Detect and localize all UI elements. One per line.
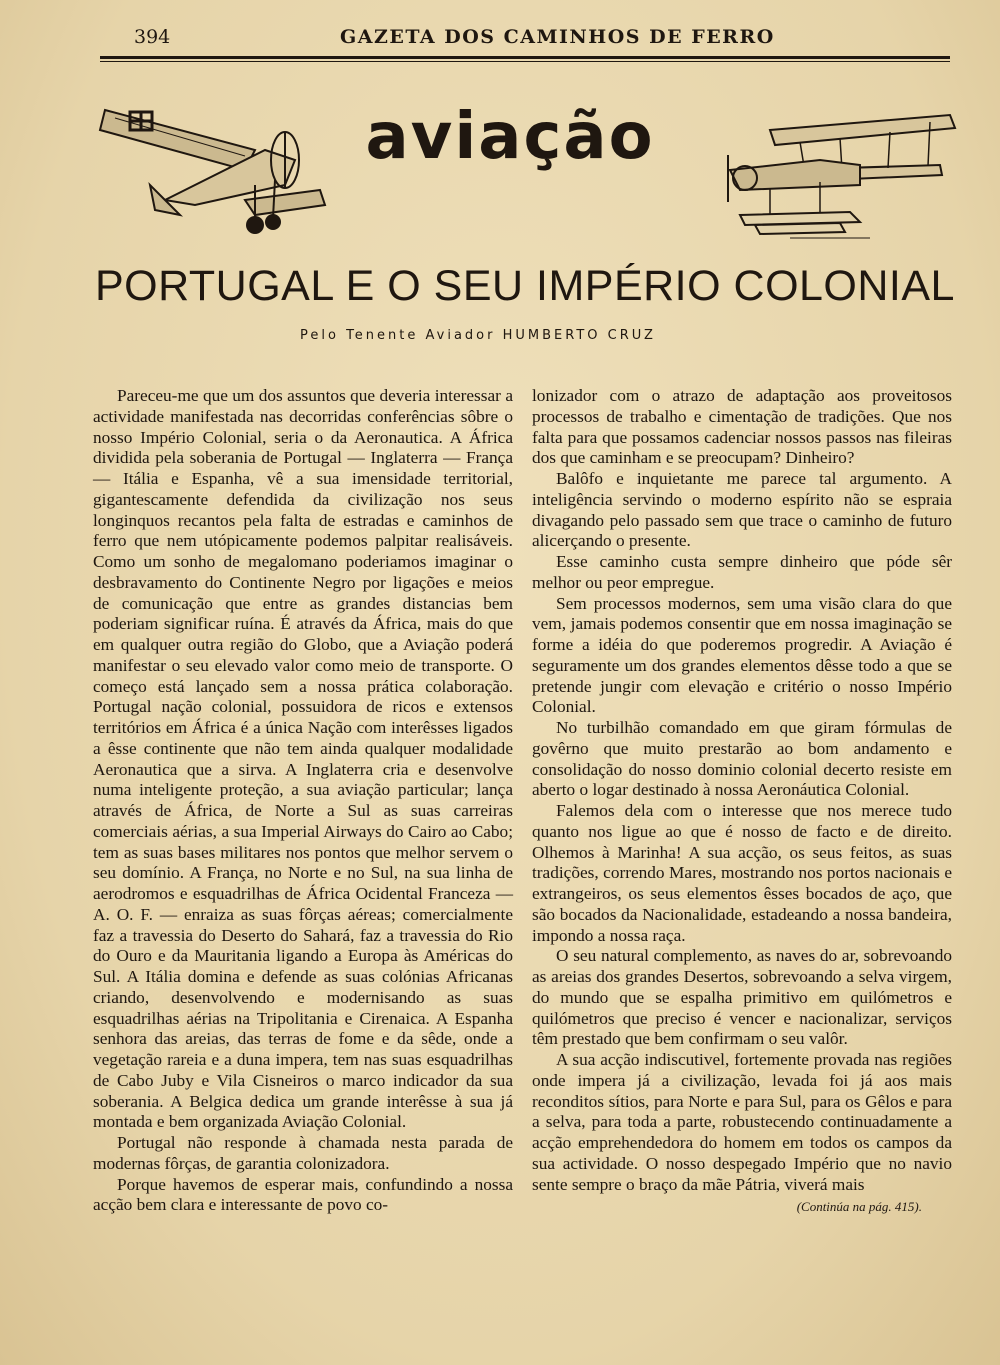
- paragraph: A sua acção indiscutivel, fortemente provada nas regiões onde impera já a civilização, levada foi já aos mais reconditos sítios, para Norte e para Sul, para os Gêlos e para a selva, para toda a parte, robustecendo continuadamente a acção emprehendedora do homem em todos os campos da sua actividade. O nosso despegado Império que no navio sente sempre o braço da mãe Pátria, viverá mais: [532, 1050, 952, 1194]
- page-header: [100, 22, 950, 62]
- continued-note: (Continúa na pág. 415).: [796, 1199, 922, 1215]
- section-banner: [95, 90, 955, 250]
- seaplane-biplane-illustration: [710, 110, 960, 245]
- left-column: [93, 386, 513, 1216]
- paragraph: Porque havemos de esperar mais, confundindo a nossa acção bem clara e interessante de povo co-: [93, 1174, 513, 1215]
- article-title: PORTUGAL E O SEU IMPÉRIO COLONIAL: [95, 262, 955, 310]
- page-number: 394: [134, 26, 171, 48]
- paragraph: Portugal não responde à chamada nesta parada de modernas fôrças, de garantia colonizadora.: [93, 1133, 513, 1173]
- paragraph: Balôfo e inquietante me parece tal argumento. A inteligência servindo o moderno espírito não se espraia divagando pelo passado sem que trace o caminho de futuro alicerçando o presente.: [532, 469, 952, 551]
- header-rule-thin: [100, 61, 950, 62]
- section-title: aviação: [365, 100, 655, 174]
- paragraph: Falemos dela com o interesse que nos merece tudo quanto nos ligue ao que é nosso de facto e de direito. Olhemos à Marinha! A sua acção, os seus feitos, as suas tradições, correndo Mares, mostrando nos portos nacionais e extrangeiros, os seus elementos êsses bocados de aço, que são bocados da Nacionalidade, estadeando a nossa bandeira, impondo a nossa raça.: [532, 801, 952, 945]
- article-byline: Pelo Tenente Aviador HUMBERTO CRUZ: [300, 328, 656, 343]
- paragraph: No turbilhão comandado em que giram fórmulas de govêrno que muito prestarão ao bom andamento e consolidação do nosso dominio colonial decerto resiste em aberto o logar destinado à nossa Aeronáutica Colonial.: [532, 718, 952, 800]
- paragraph: Sem processos modernos, sem uma visão clara do que vem, jamais podemos consentir que em nossa imaginação se forme a idéia do que poderemos progredir. A Aviação é seguramente um dos grandes elementos dêsse todo a que se pretende jungir com elevação e critério o nosso Império Colonial.: [532, 593, 952, 717]
- header-rule: [100, 56, 950, 59]
- paragraph: O seu natural complemento, as naves do ar, sobrevoando as areias dos grandes Desertos, sobrevoando a selva virgem, do mundo que se espalha primitivo em quilómetros e quilómetros que preciso é vencer e nacionalizar, serviços têm prestado que bem confirmam o seu valôr.: [532, 946, 952, 1049]
- monoplane-illustration: [95, 90, 335, 250]
- paragraph: Pareceu-me que um dos assuntos que deveria interessar a actividade manifestada nas decorridas conferências sôbre o nosso Império Colonial, seria o da Aeronautica. A África dividida pela soberania de Portugal — Inglaterra — França — Itália e Espanha, vê a sua imensidade territorial, gigantescamente defendida da civilização nos seus longinquos recantos pela falta de estradas e caminhos de ferro que nem utópicamente podemos palpitar realisáveis. Como um sonho de megalomano poderiamos imaginar o desbravamento do Continente Negro por ligações e meios de comunicação que entre as grandes distancias bem poderiam significar ruína. É através da África, mais do que em qualquer outra região do Globo, que a Aviação poderá manifestar o seu elevado valor como meio de transporte. O começo está lançado sem a nossa prática colaboração. Portugal nação colonial, possuidora de ricos e extensos territórios em África é a única Nação com interêsses ligados a êsse continente que não tem ainda qualquer modalidade Aeronautica que a sirva. A Inglaterra cria e desenvolve numa inteligente proteção, a sua aviação particular; lança através de África, de Norte a Sul as suas carreiras comerciais aérias, a sua Imperial Airways do Cairo ao Cabo; tem as suas bases militares nos pontos que melhor servem o seu domínio. A França, no Norte e no Sul, na sua linha de aerodromos e esquadrilhas de África Ocidental Franceza — A. O. F. — enraiza as suas fôrças aéreas; comercialmente faz a travessia do Deserto do Sahará, faz a travessia do Rio do Ouro e da Mauritania ligando a Europa às Américas do Sul. A Itália domina e defende as suas colónias Africanas criando, desenvolvendo e modernisando as suas esquadrilhas aérias na Tripolitania e Cirenaica. A Espanha senhora das areias, das terras de fome e da sêde, onde a vegetação rareia e a duna impera, tem nas suas esquadrilhas de Cabo Juby e Vila Cisneiros o marco indicador da sua soberania. A Belgica dedica um grande interêsse à sua já montada e bem organizada Aviação Colonial.: [93, 386, 513, 1132]
- right-column: [532, 386, 952, 1218]
- paragraph: Esse caminho custa sempre dinheiro que póde sêr melhor ou peor empregue.: [532, 552, 952, 592]
- paragraph-continuation: lonizador com o atrazo de adaptação aos proveitosos processos de trabalho e cimentação de tradições. Que nos falta para que possamos cadenciar nossos passos nas fileiras dos que caminham e se preocupam? Dinheiro?: [532, 386, 952, 468]
- journal-title: GAZETA DOS CAMINHOS DE FERRO: [340, 26, 775, 48]
